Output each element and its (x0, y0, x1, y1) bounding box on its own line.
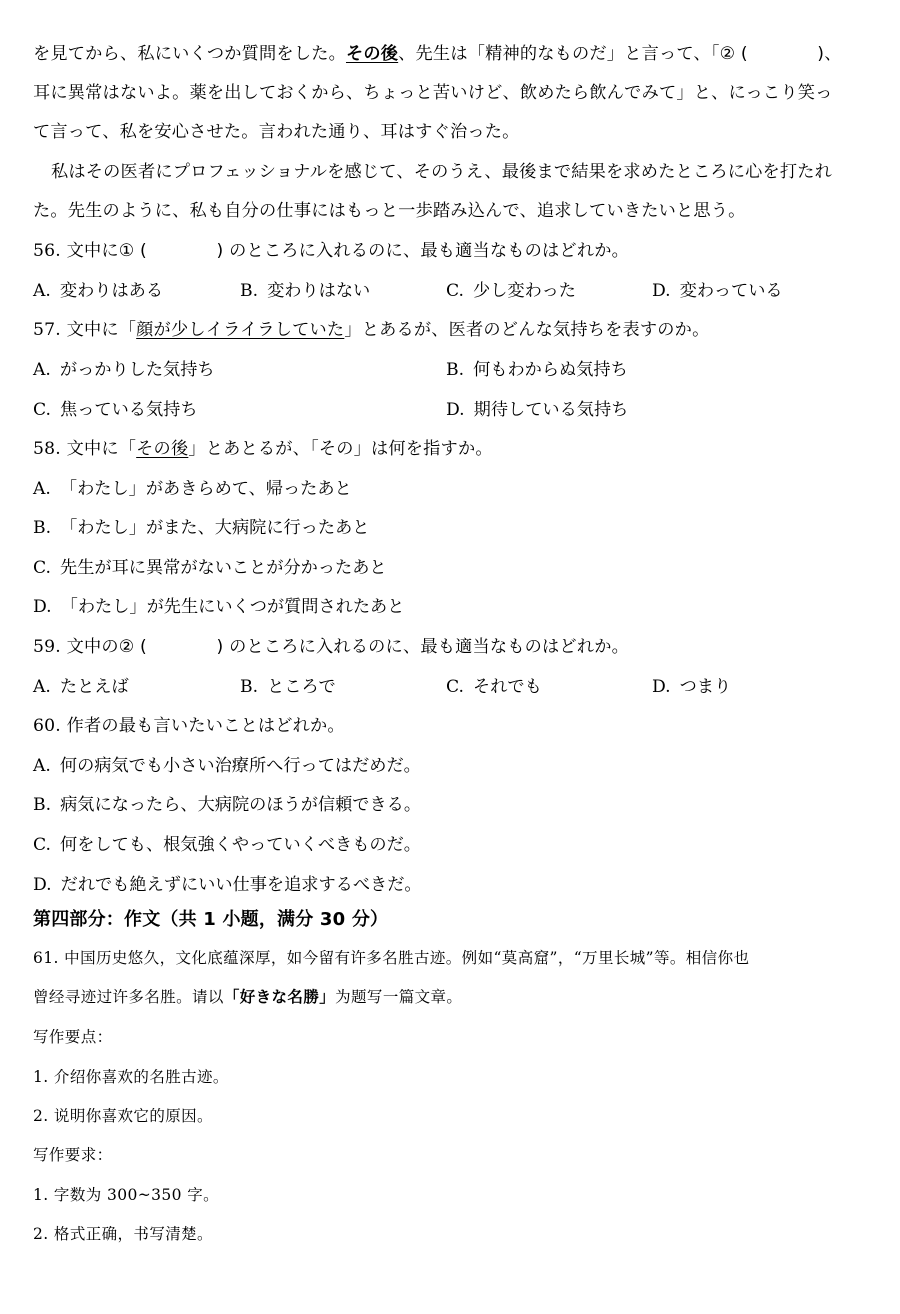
option-label: B. (240, 281, 259, 301)
writing-requirement-1: 1. 字数为 300~350 字。 (33, 1186, 220, 1204)
question-58-stem (33, 437, 493, 461)
passage-line-4: 私はその医者にプロフェッショナルを感じて、そのうえ、最後まで結果を求めたところに心を打たれ (51, 162, 833, 182)
essay-topic: 「好きな名勝」 (223, 988, 336, 1006)
option-label: C. (446, 677, 465, 697)
q56-option-b[interactable] (240, 279, 370, 303)
q58-option-a[interactable] (33, 477, 352, 501)
q57-option-c[interactable] (33, 398, 198, 422)
passage-line-3: て言って、私を安心させた。言われた通り、耳はすぐ治った。 (33, 122, 520, 142)
passage-text: 、先生は「精神的なものだ」と言って、「② ( )、 (398, 44, 842, 64)
option-label: C. (33, 400, 52, 420)
q59-option-a[interactable] (33, 675, 129, 699)
question-61-line-1: 61. 中国历史悠久，文化底蕴深厚，如今留有许多名胜古迹。例如“莫高窟”，“万里长城”等。相信你也 (33, 949, 750, 967)
question-text: 」とあるが、医者のどんな気持ちを表すのか。 (344, 320, 710, 340)
option-label: B. (33, 795, 52, 815)
q56-option-d[interactable] (652, 279, 783, 303)
writing-point-1: 1. 介绍你喜欢的名胜古迹。 (33, 1068, 229, 1086)
question-number: 57. (33, 320, 61, 340)
question-57-stem (33, 318, 709, 342)
q57-option-b[interactable] (446, 358, 628, 382)
question-text: 曾经寻迹过许多名胜。请以 (33, 988, 224, 1006)
q59-option-c[interactable] (446, 675, 542, 699)
option-text: 何もわからぬ気持ち (473, 360, 628, 380)
question-text: 文中に「 (66, 320, 137, 340)
option-text: がっかりした気持ち (59, 360, 215, 380)
q60-option-c[interactable] (33, 833, 421, 857)
passage-text: を見てから、私にいくつか質問をした。 (33, 44, 346, 64)
question-number: 58. (33, 439, 61, 459)
passage-line-5: た。先生のように、私も自分の仕事にはもっと一歩踏み込んで、追求していきたいと思う。 (33, 201, 746, 221)
writing-requirement-2: 2. 格式正确，书写清楚。 (33, 1225, 213, 1243)
question-56-stem (33, 239, 629, 263)
section-4-title: 第四部分：作文（共 1 小题，满分 30 分） (33, 909, 389, 930)
option-text: 「わたし」が先生にいくつが質問されたあと (60, 597, 405, 617)
option-label: D. (33, 597, 52, 617)
q56-option-c[interactable] (446, 279, 576, 303)
underlined-phrase: その後 (136, 439, 189, 459)
writing-points-title: 写作要点： (33, 1028, 113, 1046)
option-text: 変わりはある (59, 281, 164, 301)
option-text: 変わっている (679, 281, 783, 301)
option-label: B. (240, 677, 259, 697)
q57-option-a[interactable] (33, 358, 215, 382)
q59-option-b[interactable] (240, 675, 336, 699)
q59-option-d[interactable] (652, 675, 731, 699)
option-text: 何の病気でも小さい治療所へ行ってはだめだ。 (59, 756, 421, 776)
option-label: A. (33, 479, 51, 499)
q58-option-d[interactable] (33, 595, 404, 619)
question-text: 文中に「 (66, 439, 137, 459)
option-text: 焦っている気持ち (60, 400, 198, 420)
question-60-stem (33, 714, 345, 738)
q58-option-c[interactable] (33, 556, 387, 580)
option-text: 変わりはない (267, 281, 371, 301)
q57-option-d[interactable] (446, 398, 628, 422)
q58-option-b[interactable] (33, 516, 370, 540)
question-number: 56. (33, 241, 61, 261)
option-label: D. (446, 400, 465, 420)
option-label: C. (446, 281, 465, 301)
question-text: 作者の最も言いたいことはどれか。 (66, 716, 345, 736)
question-text: 为题写一篇文章。 (335, 988, 463, 1006)
option-text: 「わたし」がまた、大病院に行ったあと (60, 518, 370, 538)
question-59-stem (33, 635, 629, 659)
underlined-phrase-sonogo: その後 (345, 44, 399, 64)
option-text: 病気になったら、大病院のほうが信頼できる。 (60, 795, 422, 815)
q60-option-d[interactable] (33, 873, 422, 897)
question-61-line-2 (33, 985, 462, 1009)
option-label: C. (33, 558, 52, 578)
option-text: 何をしても、根気強くやっていくべきものだ。 (60, 835, 421, 855)
writing-requirements-title: 写作要求： (33, 1146, 113, 1164)
writing-point-2: 2. 说明你喜欢它的原因。 (33, 1107, 213, 1125)
option-label: D. (652, 281, 671, 301)
passage-line-1 (33, 42, 842, 66)
option-text: 先生が耳に異常がないことが分かったあと (60, 558, 387, 578)
q60-option-a[interactable] (33, 754, 421, 778)
option-label: A. (33, 360, 51, 380)
option-text: 「わたし」があきらめて、帰ったあと (59, 479, 352, 499)
question-number: 59. (33, 637, 61, 657)
option-label: A. (33, 756, 51, 776)
q56-option-a[interactable] (33, 279, 163, 303)
question-text: 文中の② ( ) のところに入れるのに、最も適当なものはどれか。 (66, 637, 629, 657)
option-label: A. (33, 677, 51, 697)
option-label: D. (652, 677, 671, 697)
option-text: つまり (679, 677, 732, 697)
passage-line-2: 耳に異常はないよ。薬を出しておくから、ちょっと苦いけど、飲めたら飲んでみて」と、にっこり笑っ (33, 83, 833, 103)
option-label: A. (33, 281, 51, 301)
option-text: 少し変わった (473, 281, 576, 301)
option-text: それでも (473, 677, 542, 697)
option-text: ところで (267, 677, 336, 697)
option-text: 期待している気持ち (473, 400, 629, 420)
question-text: 文中に① ( ) のところに入れるのに、最も適当なものはどれか。 (66, 241, 629, 261)
option-text: たとえば (59, 677, 129, 697)
question-number: 60. (33, 716, 61, 736)
option-text: だれでも絶えずにいい仕事を追求するべきだ。 (60, 875, 422, 895)
underlined-phrase: 顔が少しイライラしていた (136, 320, 345, 340)
q60-option-b[interactable] (33, 793, 421, 817)
question-text: 」とあとるが、「その」は何を指すか。 (188, 439, 493, 459)
option-label: D. (33, 875, 52, 895)
option-label: B. (33, 518, 52, 538)
option-label: B. (446, 360, 465, 380)
option-label: C. (33, 835, 52, 855)
